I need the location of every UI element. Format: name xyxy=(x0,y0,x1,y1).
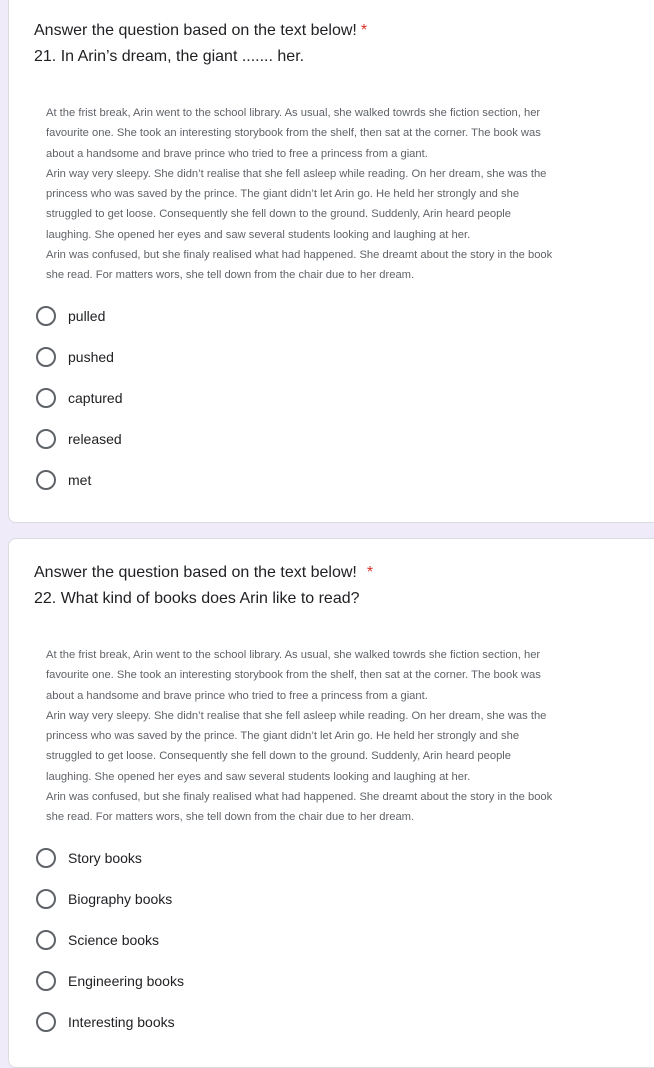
option-label: Engineering books xyxy=(68,972,184,989)
radio-option[interactable] xyxy=(36,1001,184,1042)
radio-button[interactable] xyxy=(36,971,56,991)
radio-option[interactable] xyxy=(36,459,122,500)
options-list xyxy=(36,837,184,1042)
required-asterisk: * xyxy=(360,22,368,39)
passage-line: struggled to get loose. Consequently she fell down to the ground. Suddenly, Arin heard people xyxy=(46,208,512,221)
passage-line: Arin was confused, but she finaly realised what had happened. She dreamt about the story in the book xyxy=(46,249,553,262)
passage-line: favourite one. She took an interesting storybook from the shelf, then sat at the corner. The book was xyxy=(46,669,541,682)
radio-option[interactable] xyxy=(36,919,184,960)
passage-line: laughing. She opened her eyes and saw several students looking and laughing at her. xyxy=(46,770,471,783)
passage-line: favourite one. She took an interesting storybook from the shelf, then sat at the corner. The book was xyxy=(46,127,541,140)
title-text: Answer the question based on the text below! xyxy=(34,564,357,581)
passage-line: Arin way very sleepy. She didn’t realise that she fell asleep while reading. On her dream, she was the xyxy=(46,167,547,180)
passage xyxy=(46,645,552,828)
passage-line: she read. For matters wors, she tell down from the chair due to her dream. xyxy=(46,269,415,282)
passage-line: about a handsome and brave prince who tried to free a princess from a giant. xyxy=(46,147,428,160)
options-list xyxy=(36,295,122,500)
radio-button[interactable] xyxy=(36,388,56,408)
passage-line: At the frist break, Arin went to the school library. As usual, she walked towrds she fiction section, her xyxy=(46,649,541,661)
radio-option[interactable] xyxy=(36,295,122,336)
radio-option[interactable] xyxy=(36,418,122,459)
option-label: pulled xyxy=(68,307,106,324)
passage-line: laughing. She opened her eyes and saw several students looking and laughing at her. xyxy=(46,228,471,241)
radio-button[interactable] xyxy=(36,930,56,950)
passage-line: Arin way very sleepy. She didn’t realise that she fell asleep while reading. On her dream, she was the xyxy=(46,709,547,722)
question-text: 21. In Arin’s dream, the giant ....... her. xyxy=(34,48,305,65)
passage-line: she read. For matters wors, she tell down from the chair due to her dream. xyxy=(46,811,415,824)
option-label: met xyxy=(68,471,92,488)
question-card-22 xyxy=(8,538,654,1068)
option-label: Biography books xyxy=(68,890,173,907)
question-title xyxy=(34,22,367,40)
option-label: Interesting books xyxy=(68,1013,175,1030)
option-label: Story books xyxy=(68,849,142,866)
radio-button[interactable] xyxy=(36,848,56,868)
required-asterisk: * xyxy=(366,564,374,581)
radio-option[interactable] xyxy=(36,960,184,1001)
passage-line: At the frist break, Arin went to the school library. As usual, she walked towrds she fiction section, her xyxy=(46,107,541,119)
radio-option[interactable] xyxy=(36,837,184,878)
question-title xyxy=(34,564,373,582)
question-card-21 xyxy=(8,0,654,523)
question-text: 22. What kind of books does Arin like to read? xyxy=(34,590,360,607)
radio-option[interactable] xyxy=(36,878,184,919)
passage-line: struggled to get loose. Consequently she fell down to the ground. Suddenly, Arin heard people xyxy=(46,750,512,763)
radio-button[interactable] xyxy=(36,429,56,449)
radio-button[interactable] xyxy=(36,470,56,490)
option-label: pushed xyxy=(68,348,114,365)
passage-line: princess who was saved by the prince. The giant didn’t let Arin go. He held her strongly and she xyxy=(46,188,520,201)
passage-line: about a handsome and brave prince who tried to free a princess from a giant. xyxy=(46,689,428,702)
radio-button[interactable] xyxy=(36,306,56,326)
radio-button[interactable] xyxy=(36,347,56,367)
title-text: Answer the question based on the text below! xyxy=(34,22,357,39)
radio-button[interactable] xyxy=(36,889,56,909)
option-label: released xyxy=(68,430,122,447)
option-label: captured xyxy=(68,389,123,406)
passage-line: Arin was confused, but she finaly realised what had happened. She dreamt about the story in the book xyxy=(46,791,553,804)
passage-line: princess who was saved by the prince. The giant didn’t let Arin go. He held her strongly and she xyxy=(46,730,520,743)
passage xyxy=(46,103,552,286)
radio-option[interactable] xyxy=(36,377,122,418)
option-label: Science books xyxy=(68,931,160,948)
radio-option[interactable] xyxy=(36,336,122,377)
radio-button[interactable] xyxy=(36,1012,56,1032)
